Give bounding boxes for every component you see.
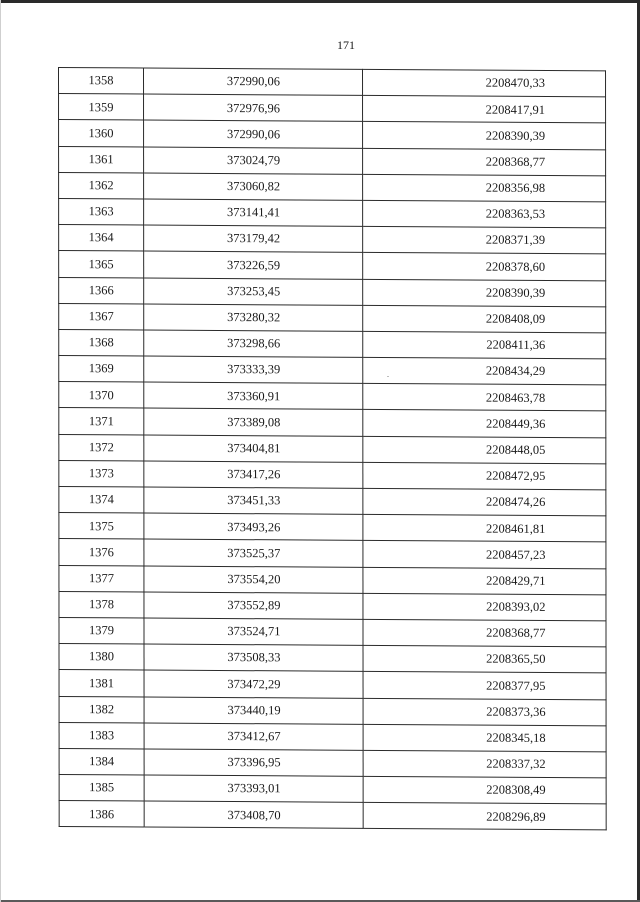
point-number-cell: 1362 xyxy=(59,172,144,199)
table-row xyxy=(59,251,606,281)
point-number-cell: 1376 xyxy=(59,539,144,566)
point-number-cell: 1372 xyxy=(59,434,144,461)
scan-speck xyxy=(387,376,389,377)
y-coordinate-cell: 2208390,39 xyxy=(363,122,606,150)
y-coordinate-cell: 2208461,81 xyxy=(363,515,606,543)
point-number-cell: 1359 xyxy=(59,94,144,121)
y-coordinate-cell: 2208463,78 xyxy=(363,384,606,412)
x-coordinate-cell: 373552,89 xyxy=(144,592,363,620)
table-row xyxy=(59,513,606,543)
y-coordinate-cell: 2208371,39 xyxy=(363,226,606,254)
point-number-cell: 1358 xyxy=(59,68,144,95)
point-number-cell: 1369 xyxy=(59,356,144,383)
y-coordinate-cell: 2208337,32 xyxy=(363,750,606,778)
y-coordinate-cell: 2208296,89 xyxy=(363,803,606,831)
table-row xyxy=(59,748,606,778)
y-coordinate-cell: 2208363,53 xyxy=(363,200,606,228)
x-coordinate-cell: 372976,96 xyxy=(144,94,363,122)
y-coordinate-cell: 2208474,26 xyxy=(363,488,606,516)
table-row xyxy=(59,408,606,438)
table-row xyxy=(59,172,606,202)
table-row xyxy=(59,356,606,386)
point-number-cell: 1364 xyxy=(59,225,144,252)
table-row xyxy=(59,801,606,831)
table-row xyxy=(59,696,606,726)
point-number-cell: 1385 xyxy=(59,775,144,802)
x-coordinate-cell: 372990,06 xyxy=(144,68,363,96)
x-coordinate-cell: 373508,33 xyxy=(144,644,363,672)
coordinates-table-body xyxy=(59,68,607,831)
y-coordinate-cell: 2208470,33 xyxy=(363,69,606,97)
y-coordinate-cell: 2208408,09 xyxy=(363,305,606,333)
point-number-cell: 1380 xyxy=(59,644,144,671)
table-row xyxy=(59,670,606,700)
coordinates-table xyxy=(58,67,607,831)
x-coordinate-cell: 373253,45 xyxy=(144,278,363,306)
x-coordinate-cell: 373298,66 xyxy=(144,330,363,358)
x-coordinate-cell: 373408,70 xyxy=(144,801,363,829)
y-coordinate-cell: 2208356,98 xyxy=(363,174,606,202)
x-coordinate-cell: 373280,32 xyxy=(144,304,363,332)
x-coordinate-cell: 373412,67 xyxy=(144,723,363,751)
y-coordinate-cell: 2208411,36 xyxy=(363,331,606,359)
y-coordinate-cell: 2208457,23 xyxy=(363,541,606,569)
x-coordinate-cell: 373404,81 xyxy=(144,435,363,463)
table-row xyxy=(59,198,606,228)
table-row xyxy=(59,565,606,595)
x-coordinate-cell: 373472,29 xyxy=(144,670,363,698)
table-row xyxy=(59,94,606,124)
x-coordinate-cell: 373524,71 xyxy=(144,618,363,646)
table-row xyxy=(59,382,606,412)
point-number-cell: 1374 xyxy=(59,486,144,513)
x-coordinate-cell: 373024,79 xyxy=(144,147,363,175)
y-coordinate-cell: 2208308,49 xyxy=(363,776,606,804)
x-coordinate-cell: 372990,06 xyxy=(144,120,363,148)
x-coordinate-cell: 373333,39 xyxy=(144,356,363,384)
table-row xyxy=(59,329,606,359)
y-coordinate-cell: 2208472,95 xyxy=(363,462,606,490)
y-coordinate-cell: 2208365,50 xyxy=(363,645,606,673)
y-coordinate-cell: 2208448,05 xyxy=(363,436,606,464)
table-row xyxy=(59,644,606,674)
y-coordinate-cell: 2208417,91 xyxy=(363,96,606,124)
table-row xyxy=(59,277,606,307)
x-coordinate-cell: 373141,41 xyxy=(144,199,363,227)
scan-edge-left xyxy=(0,0,1,902)
point-number-cell: 1363 xyxy=(59,198,144,225)
point-number-cell: 1382 xyxy=(59,696,144,723)
point-number-cell: 1365 xyxy=(59,251,144,278)
point-number-cell: 1383 xyxy=(59,722,144,749)
point-number-cell: 1370 xyxy=(59,382,144,409)
table-row xyxy=(59,146,606,176)
table-row xyxy=(59,120,606,150)
point-number-cell: 1367 xyxy=(59,303,144,330)
point-number-cell: 1361 xyxy=(59,146,144,173)
table-row xyxy=(59,486,606,516)
x-coordinate-cell: 373493,26 xyxy=(144,513,363,541)
y-coordinate-cell: 2208449,36 xyxy=(363,410,606,438)
point-number-cell: 1377 xyxy=(59,565,144,592)
table-row xyxy=(59,68,606,98)
page-number: 171 xyxy=(337,38,355,52)
x-coordinate-cell: 373525,37 xyxy=(144,539,363,567)
table-row xyxy=(59,434,606,464)
x-coordinate-cell: 373389,08 xyxy=(144,408,363,436)
point-number-cell: 1379 xyxy=(59,617,144,644)
point-number-cell: 1360 xyxy=(59,120,144,147)
y-coordinate-cell: 2208368,77 xyxy=(363,148,606,176)
point-number-cell: 1375 xyxy=(59,513,144,540)
x-coordinate-cell: 373393,01 xyxy=(144,775,363,803)
point-number-cell: 1373 xyxy=(59,460,144,487)
y-coordinate-cell: 2208390,39 xyxy=(363,279,606,307)
scan-edge-top xyxy=(0,0,640,3)
x-coordinate-cell: 373554,20 xyxy=(144,566,363,594)
point-number-cell: 1366 xyxy=(59,277,144,304)
x-coordinate-cell: 373440,19 xyxy=(144,697,363,725)
point-number-cell: 1384 xyxy=(59,748,144,775)
table-row xyxy=(59,591,606,621)
x-coordinate-cell: 373360,91 xyxy=(144,382,363,410)
y-coordinate-cell: 2208368,77 xyxy=(363,619,606,647)
point-number-cell: 1378 xyxy=(59,591,144,618)
point-number-cell: 1368 xyxy=(59,329,144,356)
x-coordinate-cell: 373226,59 xyxy=(144,251,363,279)
x-coordinate-cell: 373179,42 xyxy=(144,225,363,253)
y-coordinate-cell: 2208345,18 xyxy=(363,724,606,752)
y-coordinate-cell: 2208434,29 xyxy=(363,357,606,385)
point-number-cell: 1386 xyxy=(59,801,144,828)
y-coordinate-cell: 2208377,95 xyxy=(363,672,606,700)
table-row xyxy=(59,617,606,647)
y-coordinate-cell: 2208373,36 xyxy=(363,698,606,726)
coordinates-table-wrapper xyxy=(58,67,607,831)
x-coordinate-cell: 373451,33 xyxy=(144,487,363,515)
x-coordinate-cell: 373396,95 xyxy=(144,749,363,777)
table-row xyxy=(59,722,606,752)
table-row xyxy=(59,775,606,805)
x-coordinate-cell: 373060,82 xyxy=(144,173,363,201)
table-row xyxy=(59,460,606,490)
y-coordinate-cell: 2208429,71 xyxy=(363,567,606,595)
point-number-cell: 1371 xyxy=(59,408,144,435)
y-coordinate-cell: 2208393,02 xyxy=(363,593,606,621)
table-row xyxy=(59,225,606,255)
point-number-cell: 1381 xyxy=(59,670,144,697)
table-row xyxy=(59,303,606,333)
table-row xyxy=(59,539,606,569)
x-coordinate-cell: 373417,26 xyxy=(144,461,363,489)
y-coordinate-cell: 2208378,60 xyxy=(363,253,606,281)
